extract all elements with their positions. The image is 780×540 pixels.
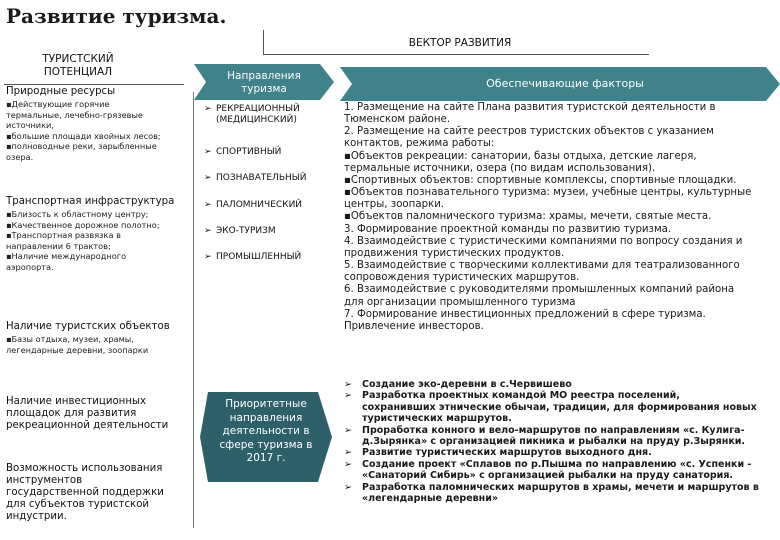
factors-header: Обеспечивающие факторы bbox=[486, 77, 644, 90]
factor-line: 5. Взаимодействие с творческими коллективами для театрализованного bbox=[344, 260, 740, 272]
arrow-bullet-icon: ➢ bbox=[344, 458, 352, 470]
investment-title-line: рекреационной деятельности bbox=[6, 420, 169, 431]
factor-line: ▪Объектов познавательного туризма: музеи, учебные центры, культурные bbox=[344, 187, 752, 199]
direction-label: ПАЛОМНИЧЕСКИЙ bbox=[216, 200, 303, 210]
factor-line: 7. Формирование инвестиционных предложений в сфере туризма. bbox=[344, 308, 706, 320]
priority-line: Развитие туристических маршрутов выходного дня. bbox=[362, 447, 652, 459]
priority-line: д.Зырянка» с организацией пикника и рыбалки на пруду р.Зырянки. bbox=[362, 436, 746, 448]
factor-line: 2. Размещение на сайте реестров туристских объектов с указанием bbox=[344, 126, 714, 138]
priority-header-line: деятельности в bbox=[222, 425, 310, 438]
directions-header-line: Направления bbox=[227, 70, 301, 82]
arrow-bullet-icon: ➢ bbox=[344, 424, 352, 436]
potential-header bbox=[18, 53, 138, 79]
priority-line: Разработка паломнических маршрутов в храмы, мечети и маршрутов в bbox=[362, 481, 759, 493]
factor-line: ▪Объектов рекреации: санатории, базы отдыха, детские лагеря, bbox=[344, 150, 697, 162]
direction-item-sport bbox=[204, 147, 281, 158]
direction-label: ЭКО-ТУРИЗМ bbox=[216, 226, 276, 236]
natural-resources-line: источники, bbox=[6, 120, 54, 131]
natural-resources-line: озера. bbox=[6, 151, 34, 162]
transport-line: направлении 6 трактов; bbox=[6, 240, 111, 251]
factor-line: 6. Взаимодействие с руководителями промышленных компаний района bbox=[344, 284, 735, 296]
factor-line: ▪Объектов паломнического туризма: храмы, мечети, святые места. bbox=[344, 211, 712, 223]
investment-title-line: площадок для развития bbox=[6, 408, 137, 419]
priority-header-line: 2017 г. bbox=[246, 452, 286, 465]
transport-section bbox=[6, 196, 192, 273]
direction-item-educational bbox=[204, 173, 306, 184]
potential-header-line: ПОТЕНЦИАЛ bbox=[43, 66, 113, 78]
transport-line: аэропорта. bbox=[6, 261, 54, 272]
priority-line: «Санаторий Сибирь» с организацией рыбалки на пруду санатория. bbox=[362, 470, 734, 482]
direction-item-industrial bbox=[204, 252, 301, 263]
vector-header: ВЕКТОР РАЗВИТИЯ bbox=[408, 37, 512, 49]
transport-list bbox=[6, 209, 192, 273]
priority-header-line: сфере туризма в bbox=[219, 438, 313, 451]
factors-list bbox=[344, 102, 780, 333]
transport-line: ▪Наличие международного bbox=[6, 251, 127, 262]
tourist-objects-line: легендарные деревни, зоопарки bbox=[6, 344, 149, 355]
natural-resources-section bbox=[6, 86, 192, 163]
priority-header-line: Приоритетные bbox=[225, 398, 307, 410]
factor-line: ▪Спортивных объектов: спортивные комплексы, спортивные площадки. bbox=[344, 174, 737, 186]
state-support-title-line: индустрии. bbox=[6, 511, 67, 522]
priority-line: Создание эко-деревни в с.Червишево bbox=[362, 379, 572, 390]
priority-line: Разработка проектных командой МО реестра поселений, bbox=[362, 390, 680, 402]
priorities-list bbox=[344, 379, 780, 504]
priority-item bbox=[344, 447, 780, 458]
factor-line: 3. Формирование проектной команды по развитию туризма. bbox=[344, 223, 672, 235]
direction-item-pilgrimage bbox=[204, 200, 302, 211]
directions-header-line: туризма bbox=[241, 83, 287, 95]
state-support-title-line: для субъектов туристской bbox=[6, 499, 150, 510]
direction-label: ПОЗНАВАТЕЛЬНЫЙ bbox=[216, 173, 307, 183]
state-support-title-line: Возможность использования bbox=[6, 463, 163, 474]
direction-label: ПРОМЫШЛЕННЫЙ bbox=[216, 252, 302, 262]
priority-header-line: направления bbox=[229, 411, 303, 424]
arrow-bullet-icon: ➢ bbox=[344, 447, 352, 459]
arrow-bullet-icon: ➢ bbox=[204, 147, 212, 157]
arrow-bullet-icon: ➢ bbox=[344, 390, 352, 402]
direction-label: РЕКРЕАЦИОННЫЙ bbox=[216, 104, 300, 114]
priority-item bbox=[344, 482, 780, 505]
priority-item bbox=[344, 390, 780, 424]
factor-line: для организации промышленного туризма bbox=[344, 296, 576, 308]
potential-underline bbox=[4, 84, 184, 85]
factor-line: Привлечение инвесторов. bbox=[344, 320, 484, 332]
state-support-title-line: государственной поддержки bbox=[6, 487, 164, 498]
priority-line: «легендарные деревни» bbox=[362, 493, 499, 505]
tourist-objects-section bbox=[6, 321, 192, 355]
direction-item-recreational bbox=[204, 104, 300, 126]
arrow-bullet-icon: ➢ bbox=[204, 200, 212, 210]
natural-resources-line: ▪большие площади хвойных лесов; bbox=[6, 130, 161, 141]
factor-line: контактов, режима работы: bbox=[344, 138, 495, 150]
state-support-section bbox=[6, 463, 192, 523]
transport-line: ▪Транспортная развязка в bbox=[6, 230, 121, 241]
factor-line: Тюменском районе. bbox=[344, 114, 451, 126]
transport-line: ▪Близость к областному центру; bbox=[6, 209, 149, 219]
arrow-bullet-icon: ➢ bbox=[204, 226, 212, 236]
priority-line: сохранивших этнические обычаи, традиции, для формирования новых bbox=[362, 401, 757, 413]
state-support-title-line: инструментов bbox=[6, 475, 83, 486]
natural-resources-line: ▪полноводные реки, зарыбленные bbox=[6, 141, 157, 152]
transport-line: ▪Качественное дорожное полотно; bbox=[6, 219, 160, 230]
arrow-bullet-icon: ➢ bbox=[344, 481, 352, 493]
priority-line: туристических маршрутов. bbox=[362, 413, 512, 425]
factor-line: 4. Взаимодействие с туристическими компаниями по вопросу создания и bbox=[344, 235, 743, 247]
factor-line: центры, зоопарки. bbox=[344, 199, 445, 211]
priority-line: Создание проект «Сплавов по р.Пышма по направлению «с. Успенки - bbox=[362, 458, 752, 470]
transport-title: Транспортная инфраструктура bbox=[6, 196, 175, 207]
natural-resources-list bbox=[6, 99, 192, 163]
column-divider bbox=[193, 92, 194, 528]
page-title: Развитие туризма. bbox=[6, 4, 227, 28]
factor-line: продвижения туристических продуктов. bbox=[344, 247, 565, 259]
arrow-bullet-icon: ➢ bbox=[204, 252, 212, 262]
factor-line: 1. Размещение на сайте Плана развития туристской деятельности в bbox=[344, 102, 716, 113]
natural-resources-line: термальные, лечебно-грязевые bbox=[6, 109, 143, 120]
arrow-bullet-icon: ➢ bbox=[344, 379, 352, 390]
direction-label: (МЕДИЦИНСКИЙ) bbox=[216, 115, 297, 125]
arrow-bullet-icon: ➢ bbox=[204, 173, 212, 183]
factor-line: термальные источники, озера (по видам использования). bbox=[344, 162, 656, 174]
tourist-objects-list bbox=[6, 334, 192, 355]
tourist-objects-title: Наличие туристских объектов bbox=[6, 321, 170, 332]
natural-resources-title: Природные ресурсы bbox=[6, 86, 116, 97]
potential-header-line: ТУРИСТСКИЙ bbox=[42, 53, 114, 65]
investment-title-line: Наличие инвестиционных bbox=[6, 396, 147, 407]
priority-item bbox=[344, 425, 780, 448]
priority-item bbox=[344, 379, 780, 390]
direction-item-eco bbox=[204, 226, 276, 237]
priority-header bbox=[210, 398, 322, 466]
arrow-bullet-icon: ➢ bbox=[204, 104, 212, 114]
tourist-objects-line: ▪Базы отдыха, музеи, храмы, bbox=[6, 334, 134, 344]
natural-resources-line: ▪Действующие горячие bbox=[6, 99, 110, 109]
directions-list bbox=[204, 0, 340, 300]
factor-line: сопровождения туристических маршрутов. bbox=[344, 272, 580, 284]
priority-line: Проработка конного и вело-маршрутов по направлениям «с. Кулига- bbox=[362, 424, 745, 436]
priority-item bbox=[344, 459, 780, 482]
investment-section bbox=[6, 396, 192, 432]
direction-label: СПОРТИВНЫЙ bbox=[216, 147, 282, 157]
